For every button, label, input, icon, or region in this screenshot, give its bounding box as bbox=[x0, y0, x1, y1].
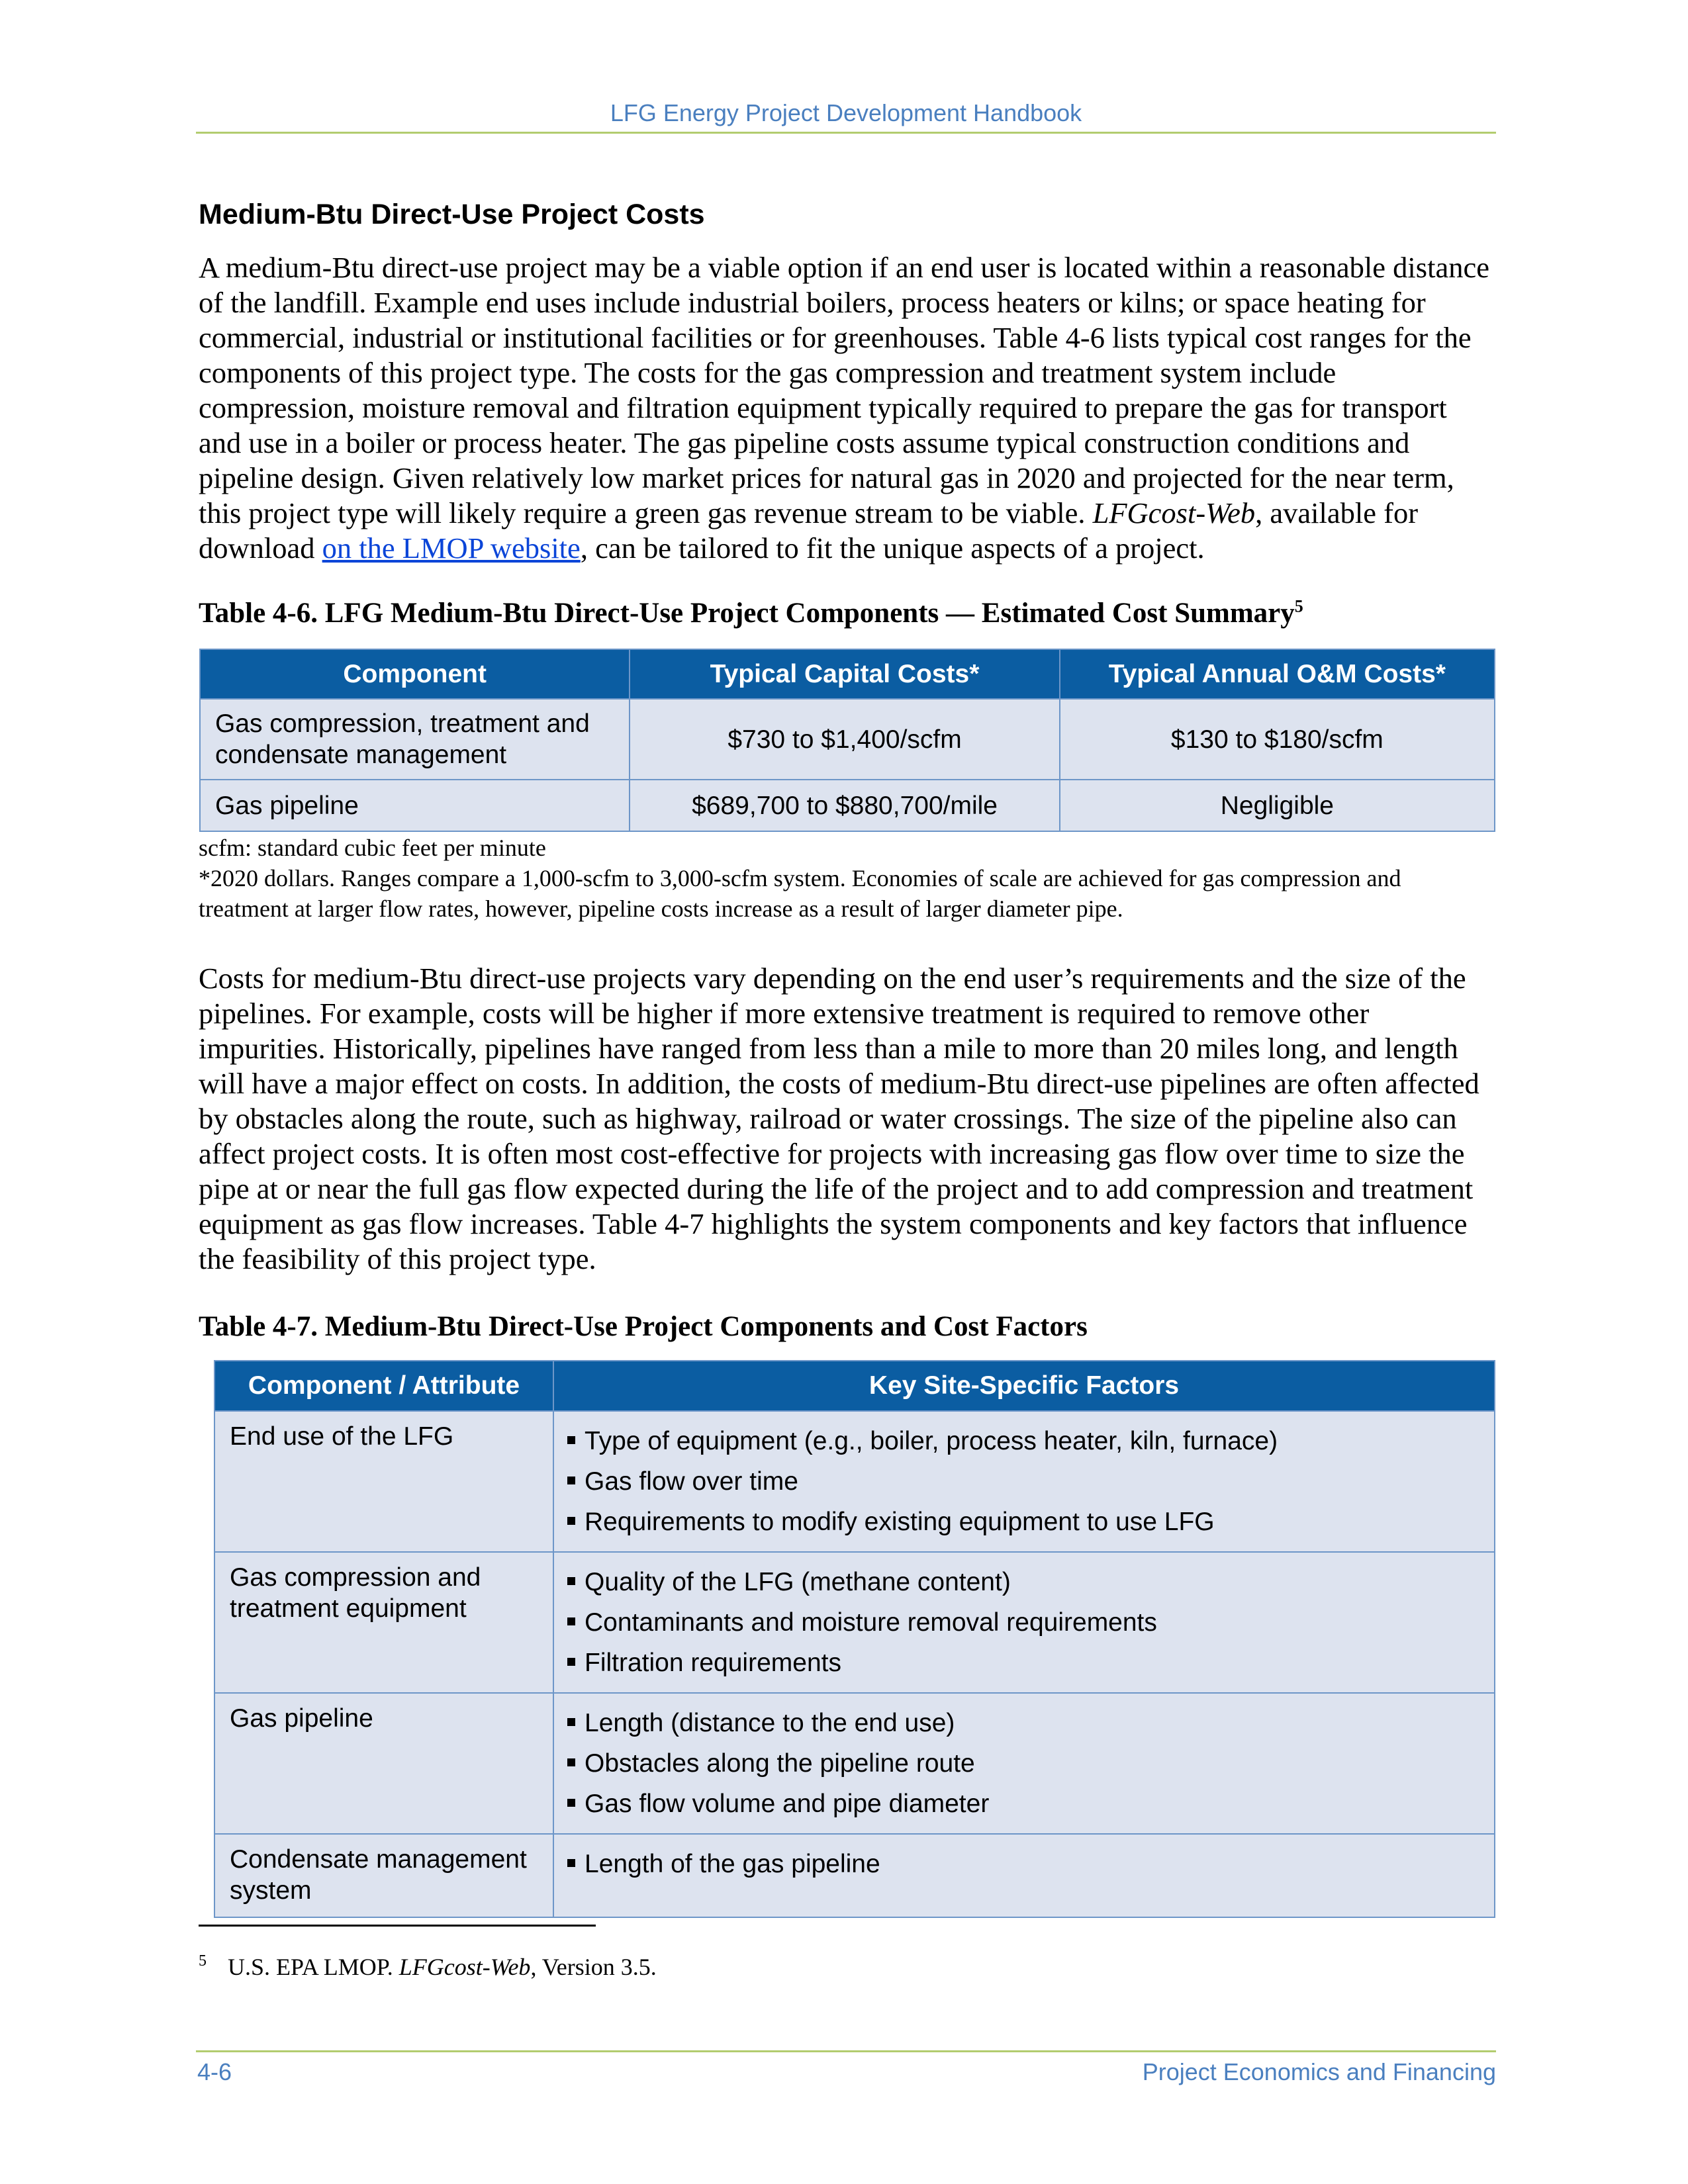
chapter-title: Project Economics and Financing bbox=[1142, 2058, 1496, 2085]
table-note-abbreviation: scfm: standard cubic feet per minute bbox=[199, 835, 546, 861]
intro-text: A medium-Btu direct-use project may be a viable option if an end user is located within a reasonable distance of the landfill. Example end uses include industrial boilers, process heaters or kilns; or space heating for commercial, industrial or institutional facilities or for greenhouses. Table 4-6 lists typical cost ranges for the components of this project type. The costs for the gas compression and treatment system include compression, moisture removal and filtration equipment typically required to prepare the gas for transport and use in a boiler or process heater. The gas pipeline costs assume typical construction conditions and pipeline design. Given relatively low market prices for natural gas in 2020 and projected for the near term, this project type will likely require a green gas revenue stream to be viable. bbox=[199, 251, 1489, 529]
table-4-7-caption: Table 4-7. Medium-Btu Direct-Use Project Components and Cost Factors bbox=[199, 1311, 1088, 1342]
square-bullet-icon bbox=[567, 1517, 575, 1525]
square-bullet-icon bbox=[567, 1758, 575, 1766]
footnote-tool-name: LFGcost-Web bbox=[399, 1954, 531, 1980]
section-heading: Medium-Btu Direct-Use Project Costs bbox=[199, 199, 705, 230]
page-number: 4-6 bbox=[197, 2058, 232, 2085]
factor-list bbox=[567, 1562, 1482, 1683]
square-bullet-icon bbox=[567, 1718, 575, 1726]
footnote-divider bbox=[199, 1925, 596, 1927]
footnote-number: 5 bbox=[199, 1952, 207, 1970]
factor-text: Filtration requirements bbox=[585, 1649, 841, 1677]
cost-factors-table bbox=[214, 1360, 1495, 1918]
factor-item bbox=[567, 1562, 1482, 1602]
table-note-dollars: *2020 dollars. Ranges compare a 1,000-scfm to 3,000-scfm system. Economies of scale are achieved for gas compression and treatment at larger flow rates, however, pipeline costs increase as a result of larger diameter pipe. bbox=[199, 865, 1401, 922]
square-bullet-icon bbox=[567, 1859, 575, 1867]
factor-list bbox=[567, 1703, 1482, 1824]
om-cost-cell: Negligible bbox=[1060, 780, 1495, 831]
om-cost-cell: $130 to $180/scfm bbox=[1060, 699, 1495, 780]
intro-text-cont: , available for download bbox=[199, 496, 1419, 565]
factors-cell bbox=[553, 1552, 1495, 1693]
table-row bbox=[214, 1693, 1495, 1834]
lmop-website-link[interactable]: on the LMOP website bbox=[322, 531, 581, 565]
table-row bbox=[200, 780, 1495, 831]
factor-item bbox=[567, 1784, 1482, 1824]
column-header: Key Site-Specific Factors bbox=[553, 1361, 1495, 1411]
factor-item bbox=[567, 1844, 1482, 1884]
table-row bbox=[214, 1411, 1495, 1552]
footnote-text-end: , Version 3.5. bbox=[530, 1954, 657, 1980]
component-cell: Gas compression, treatment and condensate management bbox=[200, 699, 630, 780]
footnote-text: U.S. EPA LMOP. bbox=[228, 1954, 399, 1980]
attribute-cell: Gas pipeline bbox=[214, 1693, 553, 1834]
factor-text: Type of equipment (e.g., boiler, process heater, kiln, furnace) bbox=[585, 1427, 1278, 1455]
cost-summary-table bbox=[199, 649, 1495, 832]
table-row bbox=[214, 1834, 1495, 1917]
square-bullet-icon bbox=[567, 1436, 575, 1444]
factor-text: Quality of the LFG (methane content) bbox=[585, 1568, 1011, 1596]
column-header: Typical Annual O&M Costs* bbox=[1060, 649, 1495, 699]
factors-cell bbox=[553, 1693, 1495, 1834]
running-header: LFG Energy Project Development Handbook bbox=[610, 99, 1082, 126]
factor-text: Contaminants and moisture removal requirements bbox=[585, 1608, 1157, 1637]
component-cell: Gas pipeline bbox=[200, 780, 630, 831]
header-divider bbox=[196, 132, 1496, 134]
factor-text: Gas flow over time bbox=[585, 1467, 798, 1496]
factor-list bbox=[567, 1421, 1482, 1542]
table-header-row bbox=[200, 649, 1495, 699]
attribute-cell: Condensate management system bbox=[214, 1834, 553, 1917]
tool-name: LFGcost-Web bbox=[1092, 496, 1256, 529]
table-header-row bbox=[214, 1361, 1495, 1411]
factors-cell bbox=[553, 1834, 1495, 1917]
square-bullet-icon bbox=[567, 1577, 575, 1585]
capital-cost-cell: $730 to $1,400/scfm bbox=[630, 699, 1059, 780]
factors-cell bbox=[553, 1411, 1495, 1552]
factor-item bbox=[567, 1743, 1482, 1784]
factor-text: Length (distance to the end use) bbox=[585, 1709, 955, 1737]
factor-item bbox=[567, 1421, 1482, 1461]
square-bullet-icon bbox=[567, 1617, 575, 1625]
factor-item bbox=[567, 1703, 1482, 1743]
column-header: Typical Capital Costs* bbox=[630, 649, 1059, 699]
attribute-cell: End use of the LFG bbox=[214, 1411, 553, 1552]
square-bullet-icon bbox=[567, 1658, 575, 1666]
intro-paragraph bbox=[199, 250, 1496, 566]
intro-text-end: , can be tailored to fit the unique aspects of a project. bbox=[580, 531, 1205, 565]
factor-text: Requirements to modify existing equipment to use LFG bbox=[585, 1508, 1215, 1536]
factor-text: Obstacles along the pipeline route bbox=[585, 1749, 975, 1778]
footnote bbox=[199, 1952, 657, 1981]
factor-item bbox=[567, 1461, 1482, 1502]
factor-list bbox=[567, 1844, 1482, 1884]
factor-item bbox=[567, 1643, 1482, 1683]
costs-paragraph: Costs for medium-Btu direct-use projects vary depending on the end user’s requirements and the size of the pipelines. For example, costs will be higher if more extensive treatment is required to remove other impurities. Historically, pipelines have ranged from less than a mile to more than 20 miles long, and length will have a major effect on costs. In addition, the costs of medium-Btu direct-use pipelines are often affected by obstacles along the route, such as highway, railroad or water crossings. The size of the pipeline also can affect project costs. It is often most cost-effective for projects with increasing gas flow over time to size the pipe at or near the full gas flow expected during the life of the project and to add compression and treatment equipment as gas flow increases. Table 4-7 highlights the system components and key factors that influence the feasibility of this project type. bbox=[199, 962, 1479, 1275]
factor-item bbox=[567, 1502, 1482, 1542]
footnote-ref[interactable]: 5 bbox=[1294, 596, 1303, 616]
table-row bbox=[200, 699, 1495, 780]
attribute-cell: Gas compression and treatment equipment bbox=[214, 1552, 553, 1693]
factor-text: Length of the gas pipeline bbox=[585, 1850, 880, 1878]
table-4-6-caption-text: Table 4-6. LFG Medium-Btu Direct-Use Project Components — Estimated Cost Summary bbox=[199, 598, 1295, 629]
footer-divider bbox=[196, 2050, 1496, 2052]
factor-text: Gas flow volume and pipe diameter bbox=[585, 1790, 990, 1818]
table-4-6-caption bbox=[199, 597, 1303, 629]
column-header: Component bbox=[200, 649, 630, 699]
square-bullet-icon bbox=[567, 1477, 575, 1484]
capital-cost-cell: $689,700 to $880,700/mile bbox=[630, 780, 1059, 831]
factor-item bbox=[567, 1602, 1482, 1643]
column-header: Component / Attribute bbox=[214, 1361, 553, 1411]
table-row bbox=[214, 1552, 1495, 1693]
square-bullet-icon bbox=[567, 1799, 575, 1807]
